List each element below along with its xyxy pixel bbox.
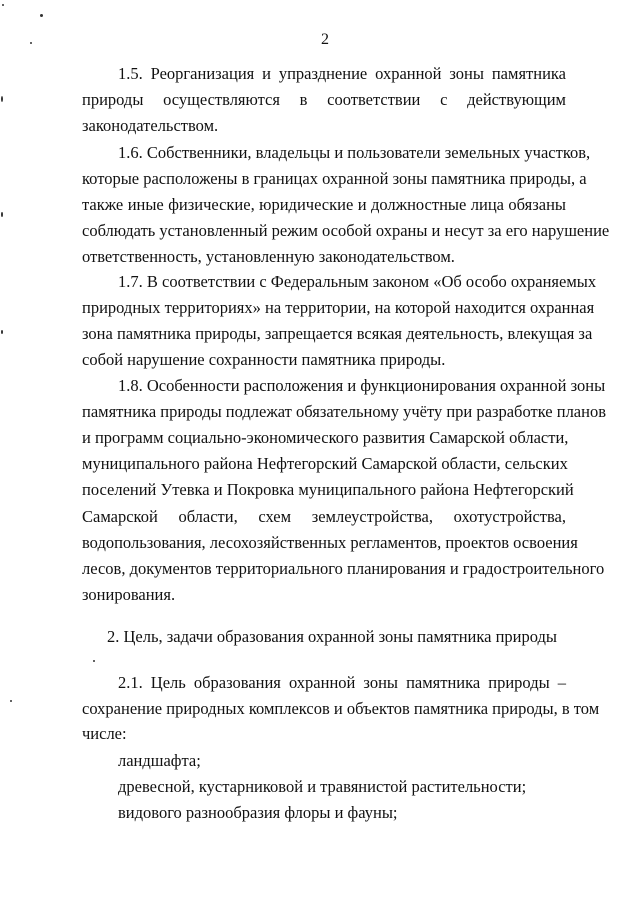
paragraph-line: 1.5. Реорганизация и упразднение охранной зоны памятника: [118, 64, 566, 83]
paragraph-line: 1.8. Особенности расположения и функционирования охранной зоны: [118, 376, 606, 395]
paragraph-line: соблюдать установленный режим особой охраны и несут за его нарушение: [82, 221, 610, 240]
paragraph-line: 2.1. Цель образования охранной зоны памятника природы –: [118, 673, 566, 692]
list-item: видового разнообразия флоры и фауны;: [118, 803, 398, 822]
paragraph-line: Самарской области, схем землеустройства, охотустройства,: [82, 507, 566, 526]
paragraph-line: лесов, документов территориального планирования и градостроительного: [82, 559, 605, 578]
paragraph-line: ответственность, установленную законодательством.: [82, 247, 455, 266]
scan-speck: [2, 4, 4, 6]
scan-speck: [10, 700, 12, 702]
scan-speck: [1, 96, 3, 102]
paragraph-line: собой нарушение сохранности памятника природы.: [82, 350, 446, 369]
paragraph-line: также иные физические, юридические и должностные лица обязаны: [82, 195, 566, 214]
section-heading: 2. Цель, задачи образования охранной зоны памятника природы: [107, 627, 557, 646]
scan-speck: [30, 42, 32, 44]
paragraph-line: зонирования.: [82, 585, 176, 604]
scan-speck: [93, 660, 95, 662]
scan-speck: [1, 330, 3, 334]
paragraph-line: которые расположены в границах охранной зоны памятника природы, а: [82, 169, 587, 188]
list-item: древесной, кустарниковой и травянистой растительности;: [118, 777, 527, 796]
scan-speck: [1, 212, 3, 217]
paragraph-line: 1.6. Собственники, владельцы и пользователи земельных участков,: [118, 143, 591, 162]
paragraph-line: водопользования, лесохозяйственных регламентов, проектов освоения: [82, 533, 578, 552]
paragraph-line: числе:: [82, 724, 127, 743]
list-item: ландшафта;: [118, 751, 201, 770]
page-number: 2: [321, 31, 329, 48]
paragraph-line: природных территориях» на территории, на которой находится охранная: [82, 298, 595, 317]
paragraph-line: законодательством.: [82, 116, 219, 135]
paragraph-line: муниципального района Нефтегорский Самарской области, сельских: [82, 454, 568, 473]
paragraph-line: сохранение природных комплексов и объектов памятника природы, в том: [82, 699, 600, 718]
scan-speck: [40, 14, 43, 17]
paragraph-line: и программ социально-экономического развития Самарской области,: [82, 428, 569, 447]
paragraph-line: 1.7. В соответствии с Федеральным законом «Об особо охраняемых: [118, 272, 597, 291]
paragraph-line: поселений Утевка и Покровка муниципального района Нефтегорский: [82, 480, 574, 499]
paragraph-line: природы осуществляются в соответствии с действующим: [82, 90, 566, 109]
paragraph-line: памятника природы подлежат обязательному учёту при разработке планов: [82, 402, 607, 421]
paragraph-line: зона памятника природы, запрещается всякая деятельность, влекущая за: [82, 324, 593, 343]
